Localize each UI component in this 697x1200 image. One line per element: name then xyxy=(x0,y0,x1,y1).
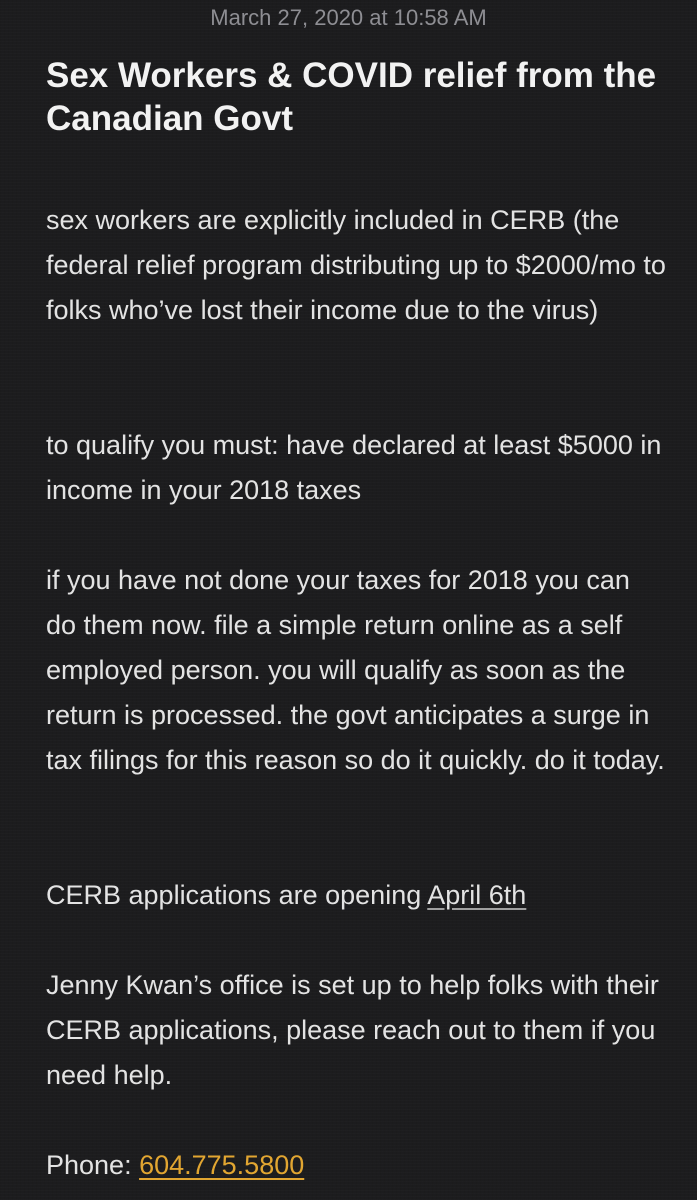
applications-text: CERB applications are opening xyxy=(46,880,428,910)
note-title: Sex Workers & COVID relief from the Canadian Govt xyxy=(46,56,657,138)
note-paragraph-taxes: if you have not done your taxes for 2018 you can do them now. file a simple return online as a self employed person. you will qualify as soon as the return is processed. the govt anticipates a surge in tax filings for this reason so do it quickly. do it today. xyxy=(46,565,665,775)
note-paragraph-applications xyxy=(46,873,666,918)
note-paragraph-phone xyxy=(46,1143,666,1188)
note-paragraph-cerb-inclusion: sex workers are explicitly included in CERB (the federal relief program distributing up to $2000/mo to folks who’ve lost their income due to the virus) xyxy=(46,205,666,325)
note-timestamp: March 27, 2020 at 10:58 AM xyxy=(210,5,487,30)
note-paragraph-qualification: to qualify you must: have declared at least $5000 in income in your 2018 taxes xyxy=(46,430,662,505)
note-paragraph-office-help: Jenny Kwan’s office is set up to help folks with their CERB applications, please reach out to them if you need help. xyxy=(46,970,659,1090)
phone-number-link[interactable]: 604.775.5800 xyxy=(139,1150,305,1180)
phone-label: Phone: xyxy=(46,1150,140,1180)
date-link[interactable]: April 6th xyxy=(427,880,527,910)
